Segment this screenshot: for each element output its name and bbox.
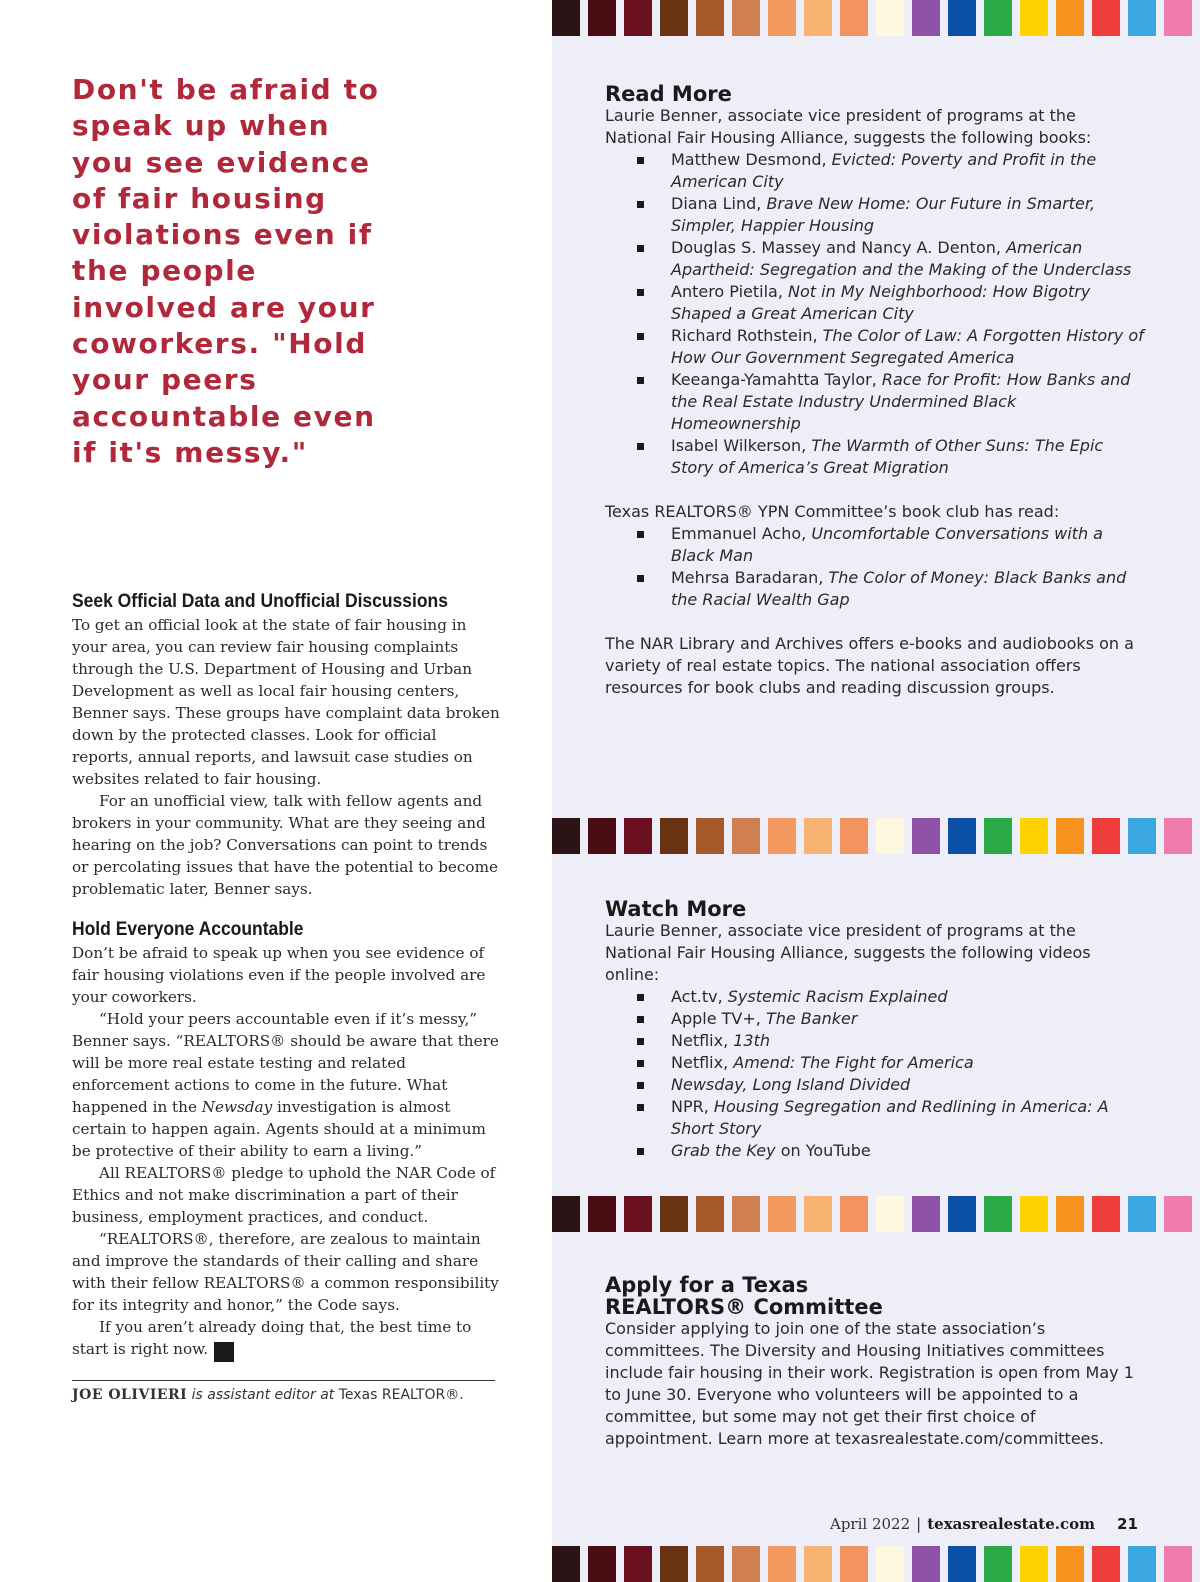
book-item bbox=[671, 567, 1145, 611]
video-item bbox=[671, 1030, 1145, 1052]
book-author: Richard Rothstein, bbox=[671, 326, 823, 345]
paragraph: To get an official look at the state of fair housing in your area, you can review fair housing complaints through the U.S. Department of Housing and Urban Development as well as local fair housing centers, Benner says. These groups have complaint data broken down by the protected classes. Look for official reports, annual reports, and lawsuit case studies on websites related to fair housing. bbox=[72, 616, 500, 788]
color-stripe-top bbox=[552, 0, 1200, 36]
watch-more-box bbox=[605, 898, 1145, 1162]
stripe-swatch bbox=[552, 818, 580, 854]
page-number: 21 bbox=[1117, 1515, 1138, 1533]
stripe-swatch bbox=[984, 0, 1012, 36]
book-item bbox=[671, 369, 1145, 435]
stripe-swatch bbox=[552, 1196, 580, 1232]
book-author: Antero Pietila, bbox=[671, 282, 789, 301]
stripe-swatch bbox=[1128, 1546, 1156, 1582]
book-title: Brave New Home: Our Future in Smarter, Simpler, Happier Housing bbox=[671, 194, 1096, 235]
color-stripe-bottom bbox=[552, 1546, 1200, 1582]
read-more-intro: Laurie Benner, associate vice president of programs at the National Fair Housing Alliance, suggests the following books: bbox=[605, 106, 1092, 147]
ypn-intro: Texas REALTORS® YPN Committee’s book club has read: bbox=[605, 502, 1060, 521]
stripe-swatch bbox=[984, 1546, 1012, 1582]
book-title: The Color of Money: Black Banks and the Racial Wealth Gap bbox=[671, 568, 1127, 609]
stripe-swatch bbox=[948, 1196, 976, 1232]
section-heading-accountable: Hold Everyone Accountable bbox=[72, 919, 304, 940]
book-item bbox=[671, 325, 1145, 369]
stripe-swatch bbox=[696, 0, 724, 36]
paragraph bbox=[72, 1316, 502, 1362]
video-pre: Netflix, bbox=[671, 1031, 734, 1050]
stripe-swatch bbox=[912, 818, 940, 854]
watch-more-intro: Laurie Benner, associate vice president of programs at the National Fair Housing Alliance, suggests the following videos online: bbox=[605, 921, 1091, 984]
video-list bbox=[605, 986, 1145, 1162]
video-post: on YouTube bbox=[775, 1141, 871, 1160]
stripe-swatch bbox=[1164, 818, 1192, 854]
stripe-swatch bbox=[696, 1546, 724, 1582]
apply-heading-line1: Apply for a Texas bbox=[605, 1273, 809, 1297]
apply-committee-box bbox=[605, 1274, 1145, 1450]
stripe-swatch bbox=[696, 818, 724, 854]
nar-library-text: The NAR Library and Archives offers e-books and audiobooks on a variety of real estate topics. The national association offers resources for book clubs and reading discussion groups. bbox=[605, 634, 1134, 697]
color-stripe-read-divider bbox=[552, 818, 1200, 854]
stripe-swatch bbox=[696, 1196, 724, 1232]
video-item bbox=[671, 1096, 1145, 1140]
ypn-book-list bbox=[605, 523, 1145, 611]
stripe-swatch bbox=[768, 818, 796, 854]
stripe-swatch bbox=[804, 1546, 832, 1582]
stripe-swatch bbox=[1056, 818, 1084, 854]
stripe-swatch bbox=[552, 1546, 580, 1582]
stripe-swatch bbox=[660, 818, 688, 854]
video-pre: Act.tv, bbox=[671, 987, 728, 1006]
spacer bbox=[605, 479, 1145, 501]
video-title: Grab the Key bbox=[671, 1141, 776, 1160]
stripe-swatch bbox=[1020, 0, 1048, 36]
stripe-swatch bbox=[876, 0, 904, 36]
stripe-swatch bbox=[912, 1196, 940, 1232]
book-author: Matthew Desmond, bbox=[671, 150, 832, 169]
book-list bbox=[605, 149, 1145, 479]
video-pre: NPR, bbox=[671, 1097, 714, 1116]
stripe-swatch bbox=[840, 1546, 868, 1582]
book-item bbox=[671, 435, 1145, 479]
paragraph: All REALTORS® pledge to uphold the NAR Code of Ethics and not make discrimination a part of their business, employment practices, and conduct. bbox=[72, 1164, 496, 1226]
paragraph-text: If you aren’t already doing that, the best time to start is right now. bbox=[72, 1318, 472, 1358]
book-item bbox=[671, 281, 1145, 325]
stripe-swatch bbox=[948, 818, 976, 854]
stripe-swatch bbox=[732, 1546, 760, 1582]
stripe-swatch bbox=[1128, 818, 1156, 854]
byline bbox=[72, 1380, 495, 1405]
stripe-swatch bbox=[660, 0, 688, 36]
stripe-swatch bbox=[660, 1546, 688, 1582]
paragraph-text: investigation is almost certain to happen again. Agents should at a minimum be protective of their ability to earn a living.” bbox=[72, 1098, 486, 1160]
stripe-swatch bbox=[1020, 1546, 1048, 1582]
stripe-swatch bbox=[588, 0, 616, 36]
stripe-swatch bbox=[804, 1196, 832, 1232]
book-title: Evicted: Poverty and Profit in the American City bbox=[671, 150, 1097, 191]
stripe-swatch bbox=[732, 0, 760, 36]
book-title: The Warmth of Other Suns: The Epic Story of America’s Great Migration bbox=[671, 436, 1104, 477]
read-more-heading: Read More bbox=[605, 82, 732, 106]
video-pre: Netflix, bbox=[671, 1053, 734, 1072]
paragraph bbox=[72, 1008, 502, 1162]
video-item bbox=[671, 1052, 1145, 1074]
apply-heading-line2: REALTORS® Committee bbox=[605, 1295, 883, 1319]
stripe-swatch bbox=[804, 0, 832, 36]
stripe-swatch bbox=[732, 1196, 760, 1232]
stripe-swatch bbox=[588, 1196, 616, 1232]
book-title: Not in My Neighborhood: How Bigotry Shaped a Great American City bbox=[671, 282, 1091, 323]
stripe-swatch bbox=[984, 1196, 1012, 1232]
video-item bbox=[671, 986, 1145, 1008]
author-name: JOE OLIVIERI bbox=[72, 1387, 188, 1403]
stripe-swatch bbox=[1128, 0, 1156, 36]
stripe-swatch bbox=[1164, 1546, 1192, 1582]
book-item bbox=[671, 149, 1145, 193]
book-item bbox=[671, 237, 1145, 281]
video-title: Amend: The Fight for America bbox=[733, 1053, 974, 1072]
video-pre: Apple TV+, bbox=[671, 1009, 766, 1028]
book-item bbox=[671, 523, 1145, 567]
stripe-swatch bbox=[768, 1546, 796, 1582]
paragraph: “REALTORS®, therefore, are zealous to maintain and improve the standards of their calling and share with their fellow REALTORS® a common responsibility for its integrity and honor,” the Code says. bbox=[72, 1230, 499, 1314]
book-author: Emmanuel Acho, bbox=[671, 524, 812, 543]
stripe-swatch bbox=[1020, 818, 1048, 854]
stripe-swatch bbox=[588, 818, 616, 854]
video-title: 13th bbox=[733, 1031, 771, 1050]
book-title: The Color of Law: A Forgotten History of How Our Government Segregated America bbox=[671, 326, 1144, 367]
stripe-swatch bbox=[1092, 818, 1120, 854]
stripe-swatch bbox=[840, 0, 868, 36]
stripe-swatch bbox=[624, 818, 652, 854]
stripe-swatch bbox=[876, 1546, 904, 1582]
issue-date: April 2022 bbox=[830, 1515, 911, 1533]
book-author: Isabel Wilkerson, bbox=[671, 436, 812, 455]
stripe-swatch bbox=[840, 818, 868, 854]
footer-separator: | bbox=[916, 1515, 922, 1533]
stripe-swatch bbox=[624, 1546, 652, 1582]
publication-title: Texas REALTOR®. bbox=[338, 1387, 464, 1403]
publication-name: Newsday bbox=[201, 1098, 273, 1116]
stripe-swatch bbox=[912, 1546, 940, 1582]
video-title: Housing Segregation and Redlining in America: A Short Story bbox=[671, 1097, 1109, 1138]
stripe-swatch bbox=[768, 0, 796, 36]
book-author: Mehrsa Baradaran, bbox=[671, 568, 829, 587]
stripe-swatch bbox=[912, 0, 940, 36]
section-heading-official-data: Seek Official Data and Unofficial Discussions bbox=[72, 591, 448, 612]
stripe-swatch bbox=[588, 1546, 616, 1582]
book-author: Douglas S. Massey and Nancy A. Denton, bbox=[671, 238, 1007, 257]
apply-body: Consider applying to join one of the state association’s committees. The Diversity and Housing Initiatives committees include fair housing in their work. Registration is open from May 1 to June 30. Everyone who volunteers will be appointed to a committee, but some may not get their first choice of appointment. Learn more at texasrealestate.com/committees. bbox=[605, 1319, 1134, 1448]
stripe-swatch bbox=[1092, 0, 1120, 36]
paragraph-text: “Hold your peers accountable even if it’s messy,” Benner says. “REALTORS® should be aware that there will be more real estate testing and related enforcement actions to come in the future. What happened in the bbox=[72, 1010, 499, 1116]
video-item bbox=[671, 1140, 1145, 1162]
book-title: American Apartheid: Segregation and the Making of the Underclass bbox=[671, 238, 1132, 279]
video-item bbox=[671, 1074, 1145, 1096]
stripe-swatch bbox=[1128, 1196, 1156, 1232]
stripe-swatch bbox=[1164, 1196, 1192, 1232]
stripe-swatch bbox=[876, 818, 904, 854]
stripe-swatch bbox=[1164, 0, 1192, 36]
stripe-swatch bbox=[840, 1196, 868, 1232]
video-title: Systemic Racism Explained bbox=[727, 987, 948, 1006]
book-item bbox=[671, 193, 1145, 237]
page-footer bbox=[830, 1515, 1138, 1533]
article-body bbox=[72, 590, 502, 1405]
read-more-box bbox=[605, 83, 1145, 699]
stripe-swatch bbox=[1056, 0, 1084, 36]
stripe-swatch bbox=[552, 0, 580, 36]
stripe-swatch bbox=[624, 1196, 652, 1232]
video-title: Newsday, Long Island Divided bbox=[671, 1075, 911, 1094]
paragraph: For an unofficial view, talk with fellow agents and brokers in your community. What are they seeing and hearing on the job? Conversations can point to trends or percolating issues that have the potential to become problematic later, Benner says. bbox=[72, 792, 498, 898]
stripe-swatch bbox=[1056, 1196, 1084, 1232]
stripe-swatch bbox=[1092, 1196, 1120, 1232]
pull-quote: Don't be afraid to speak up when you see evidence of fair housing violations even if the people involved are your coworkers. "Hold your peers accountable even if it's messy." bbox=[72, 73, 380, 469]
stripe-swatch bbox=[1056, 1546, 1084, 1582]
stripe-swatch bbox=[660, 1196, 688, 1232]
stripe-swatch bbox=[948, 1546, 976, 1582]
watch-more-heading: Watch More bbox=[605, 897, 747, 921]
video-title: The Banker bbox=[765, 1009, 858, 1028]
author-role: is assistant editor at bbox=[191, 1387, 335, 1403]
stripe-swatch bbox=[768, 1196, 796, 1232]
stripe-swatch bbox=[876, 1196, 904, 1232]
stripe-swatch bbox=[948, 0, 976, 36]
stripe-swatch bbox=[624, 0, 652, 36]
stripe-swatch bbox=[1020, 1196, 1048, 1232]
stripe-swatch bbox=[732, 818, 760, 854]
color-stripe-watch-divider bbox=[552, 1196, 1200, 1232]
book-author: Keeanga-Yamahtta Taylor, bbox=[671, 370, 882, 389]
paragraph: Don’t be afraid to speak up when you see evidence of fair housing violations even if the people involved are your coworkers. bbox=[72, 944, 486, 1006]
video-item bbox=[671, 1008, 1145, 1030]
book-author: Diana Lind, bbox=[671, 194, 767, 213]
stripe-swatch bbox=[804, 818, 832, 854]
book-title: Race for Profit: How Banks and the Real Estate Industry Undermined Black Homeownership bbox=[671, 370, 1131, 433]
spacer bbox=[605, 611, 1145, 633]
stripe-swatch bbox=[984, 818, 1012, 854]
book-title: Uncomfortable Conversations with a Black Man bbox=[671, 524, 1103, 565]
stripe-swatch bbox=[1092, 1546, 1120, 1582]
website-url: texasrealestate.com bbox=[927, 1515, 1096, 1533]
end-star-icon: ★ bbox=[214, 1342, 234, 1362]
